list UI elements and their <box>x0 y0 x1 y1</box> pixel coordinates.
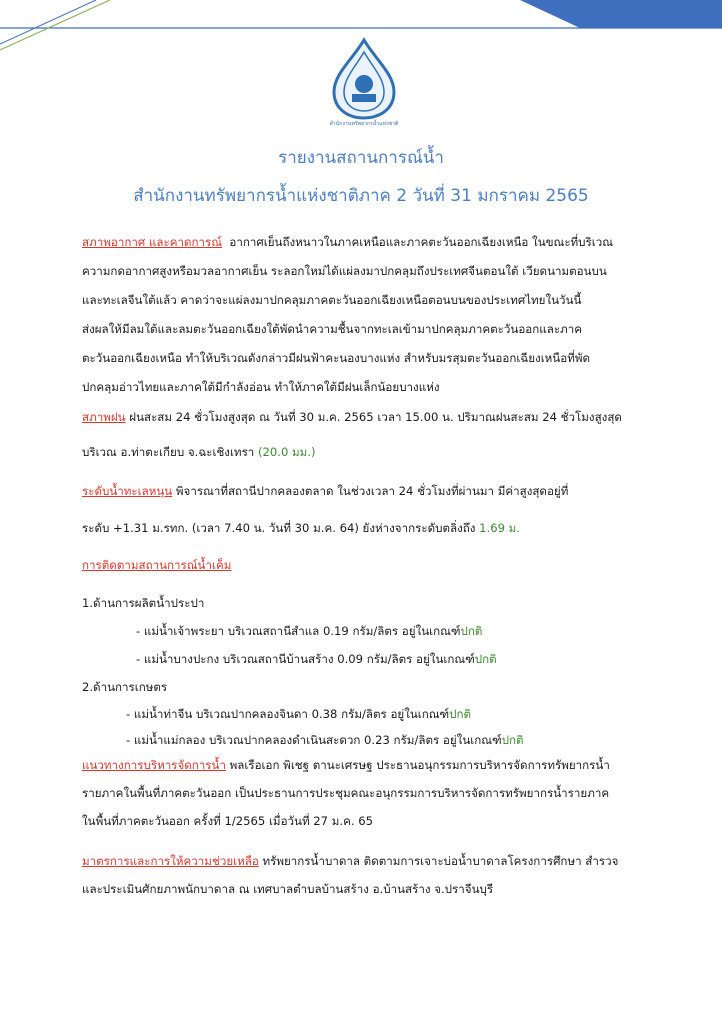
sea-heading: ระดับน้ำทะเลหนุน <box>82 484 173 498</box>
production-title: 1.ด้านการผลิตน้ำประปา <box>82 596 205 610</box>
sea-value: 1.69 ม. <box>479 521 520 535</box>
banner-band <box>120 0 722 28</box>
sea-line-1: ระดับน้ำทะเลหนุน พิจารณาที่สถานีปากคลองตลาด ในช่วงเวลา 24 ชั่วโมงที่ผ่านมา มีค่าสูงสุดอยู่ที่ <box>82 484 569 498</box>
management-line-2: รายภาคในพื้นที่ภาคตะวันออก เป็นประธานการประชุมคณะอนุกรรมการบริหารจัดการทรัพยากรน้ำรายภาค <box>82 786 610 800</box>
management-line-3: ในพื้นที่ภาคตะวันออก ครั้งที่ 1/2565 เมื่อวันที่ 27 ม.ค. 65 <box>82 814 373 828</box>
rain-value: (20.0 มม.) <box>258 445 316 459</box>
production-item-2: - แม่น้ำบางปะกง บริเวณสถานีบ้านสร้าง 0.09 กรัม/ลิตร อยู่ในเกณฑ์ปกติ <box>136 652 497 666</box>
weather-line-1: สภาพอากาศ และคาดการณ์ อากาศเย็นถึงหนาวในภาคเหนือและภาคตะวันออกเฉียงเหนือ ในขณะที่บริเวณ <box>82 235 614 249</box>
weather-line-3: และทะเลจีนใต้แล้ว คาดว่าจะแผ่ลงมาปกคลุมภาคตะวันออกเฉียงเหนือตอนบนของประเทศไทยในวันนี้ <box>82 293 582 307</box>
water-resources-logo <box>322 36 406 126</box>
weather-line-4: ส่งผลให้มีลมใต้และลมตะวันออกเฉียงใต้พัดนำความชื้นจากทะเลเข้ามาปกคลุมภาคตะวันออกและภาค <box>82 322 582 336</box>
banner-accent-line-2 <box>0 0 96 44</box>
rain-line-2: บริเวณ อ.ท่าตะเกียบ จ.ฉะเชิงเทรา (20.0 มม.) <box>82 445 316 459</box>
report-subtitle: สำนักงานทรัพยากรน้ำแห่งชาติภาค 2 วันที่ 31 มกราคม 2565 <box>133 186 589 206</box>
weather-line-5: ตะวันออกเฉียงเหนือ ทำให้บริเวณดังกล่าวมีฝนฟ้าคะนองบางแห่ง สำหรับมรสุมตะวันออกเฉียงเหนือที่พัด <box>82 351 591 365</box>
management-line-1: แนวทางการบริหารจัดการน้ำ พลเรือเอก พิเชฐ ตานะเศรษฐ ประธานอนุกรรมการบริหารจัดการทรัพยากรน้ำ <box>82 758 610 772</box>
rain-line-1: สภาพฝน ฝนสะสม 24 ชั่วโมงสูงสุด ณ วันที่ 30 ม.ค. 2565 เวลา 15.00 น. ปริมาณฝนสะสม 24 ชั่วโมงสูงสุด <box>82 410 622 424</box>
weather-line-2: ความกดอากาศสูงหรือมวลอากาศเย็น ระลอกใหม่ได้แผ่ลงมาปกคลุมถึงประเทศจีนตอนใต้ เวียดนามตอนบน <box>82 264 607 278</box>
banner-accent-line <box>0 0 110 50</box>
weather-line-6: ปกคลุมอ่าวไทยและภาคใต้มีกำลังอ่อน ทำให้ภาคใต้มีฝนเล็กน้อยบางแห่ง <box>82 380 440 394</box>
salinity-heading: การติดตามสถานการณ์น้ำเค็ม <box>82 558 232 572</box>
assistance-heading: มาตรการและการให้ความช่วยเหลือ <box>82 854 259 868</box>
agri-title: 2.ด้านการเกษตร <box>82 680 168 694</box>
agri-item-1: - แม่น้ำท่าจีน บริเวณปากคลองจินดา 0.38 กรัม/ลิตร อยู่ในเกณฑ์ปกติ <box>126 707 472 721</box>
assistance-line-1: มาตรการและการให้ความช่วยเหลือ ทรัพยากรน้ำบาดาล ติดตามการเจาะบ่อน้ำบาดาลโครงการศึกษา สำรวจ <box>82 854 619 868</box>
agri-item-2: - แม่น้ำแม่กลอง บริเวณปากคลองดำเนินสะดวก 0.23 กรัม/ลิตร อยู่ในเกณฑ์ปกติ <box>126 733 524 747</box>
sea-line-2: ระดับ +1.31 ม.รทก. (เวลา 7.40 น. วันที่ 30 ม.ค. 64) ยังห่างจากระดับตลิ่งถึง 1.69 ม. <box>82 521 520 535</box>
report-title: รายงานสถานการณ์น้ำ <box>278 148 444 168</box>
logo-caption: สำนักงานทรัพยากรน้ำแห่งชาติ <box>329 121 399 126</box>
rain-heading: สภาพฝน <box>82 410 126 424</box>
production-item-1: - แม่น้ำเจ้าพระยา บริเวณสถานีสำแล 0.19 กรัม/ลิตร อยู่ในเกณฑ์ปกติ <box>136 624 483 638</box>
assistance-line-2: และประเมินศักยภาพนักบาดาล ณ เทศบาลตำบลบ้านสร้าง อ.บ้านสร้าง จ.ปราจีนบุรี <box>82 882 494 896</box>
management-heading: แนวทางการบริหารจัดการน้ำ <box>82 758 226 772</box>
weather-heading: สภาพอากาศ และคาดการณ์ <box>82 235 223 249</box>
